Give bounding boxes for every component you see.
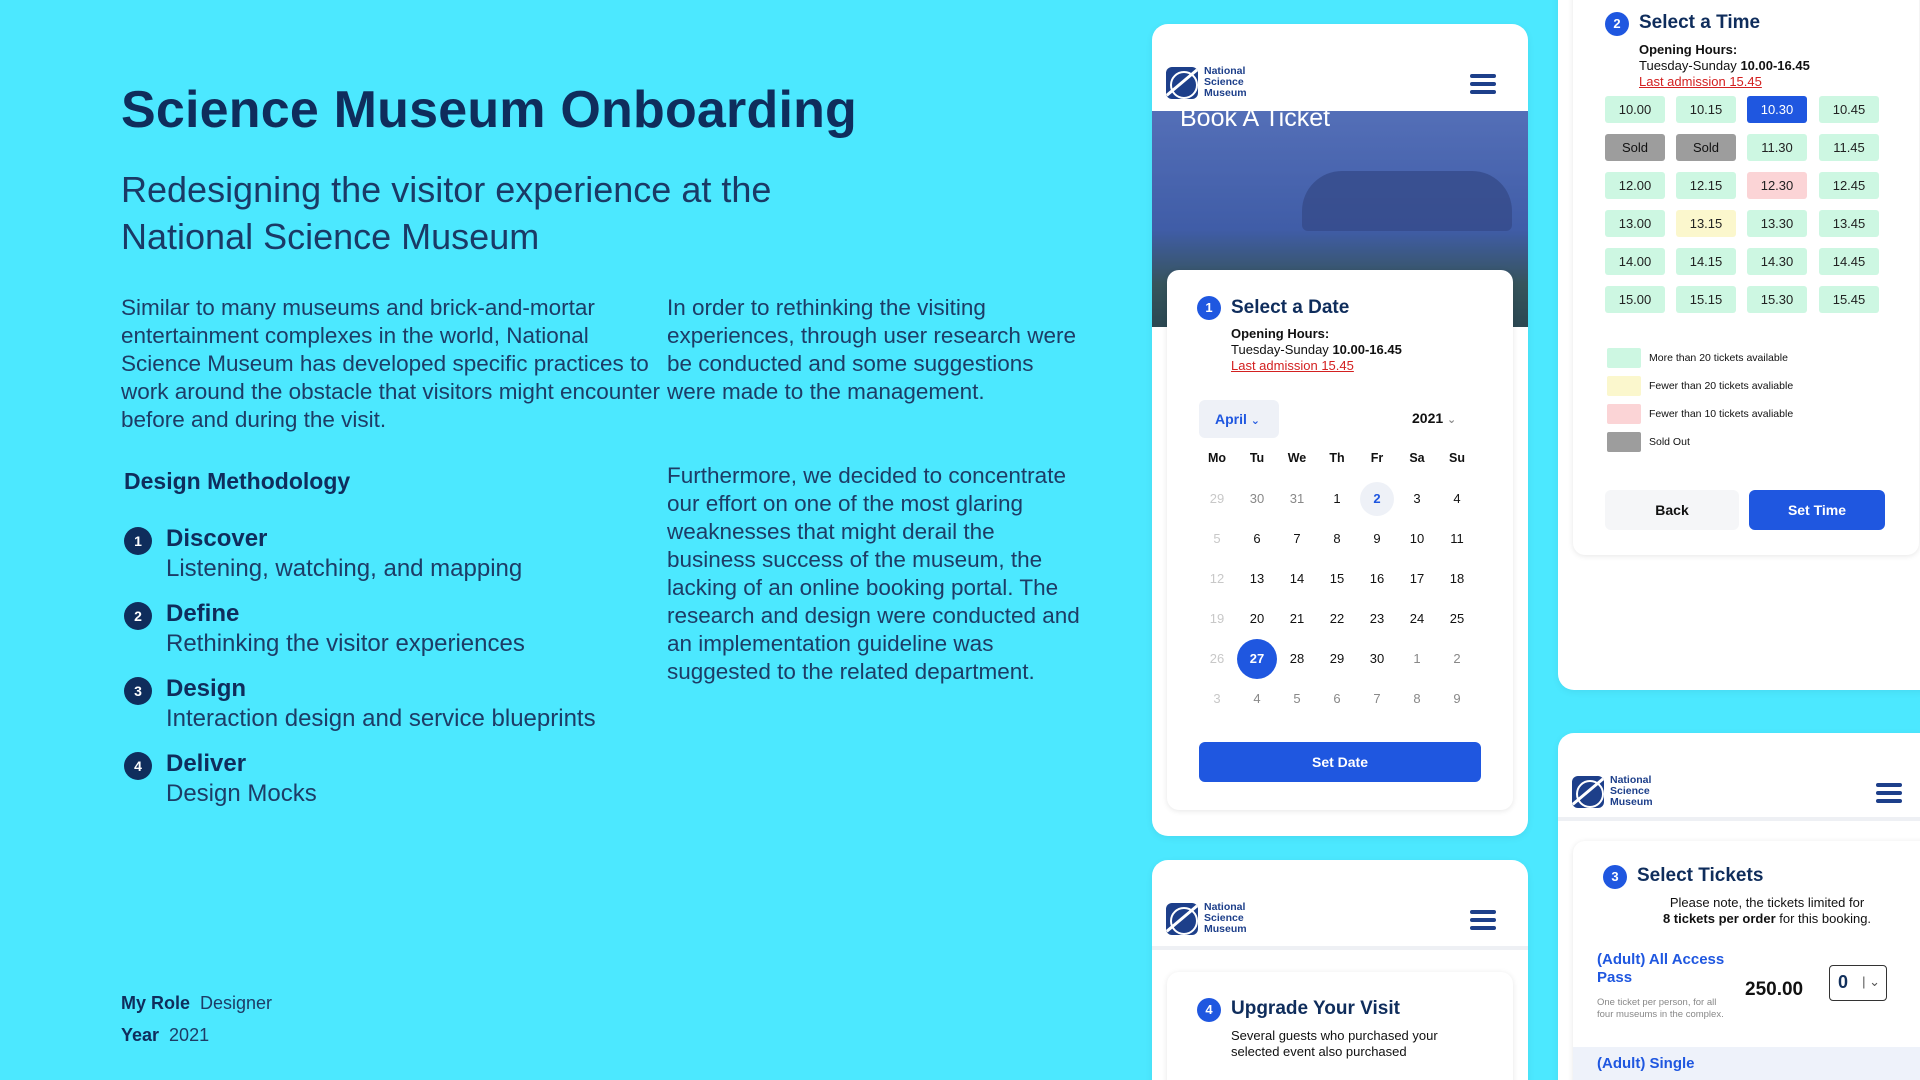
set-time-button[interactable]: Set Time [1749,490,1885,530]
calendar-day: 4 [1253,690,1261,706]
calendar-day[interactable]: 16 [1369,570,1385,586]
calendar-day[interactable]: 15 [1329,570,1345,586]
header-divider [1152,946,1528,950]
time-slot[interactable]: 14.00 [1605,248,1665,275]
time-selection-screen [1558,0,1920,690]
calendar-day[interactable]: 22 [1329,610,1345,626]
legend-swatch [1607,432,1641,452]
calendar-day[interactable]: 23 [1369,610,1385,626]
legend-item [1607,432,1690,452]
last-admission-link[interactable]: Last admission 15.45 [1639,74,1762,89]
legend-label: Fewer than 10 tickets avaliable [1649,408,1794,420]
time-slot[interactable]: 15.30 [1747,286,1807,313]
calendar-day: 6 [1333,690,1341,706]
page-title: Science Museum Onboarding [121,81,858,139]
select-time-panel [1573,0,1919,555]
step-number: 3 [124,677,152,705]
legend-label: Fewer than 20 tickets avaliable [1649,380,1794,392]
calendar-day[interactable]: 10 [1409,530,1425,546]
weekday-header: Mo Tu We Th Fr Sa Su [1207,451,1465,465]
museum-logo[interactable] [1166,66,1247,99]
calendar-day-selected[interactable]: 27 [1237,651,1277,666]
upgrade-screen [1152,860,1528,1080]
time-slot[interactable]: 13.15 [1676,210,1736,237]
upgrade-title: Upgrade Your Visit [1231,998,1400,1019]
time-slot[interactable]: 11.45 [1819,134,1879,161]
time-slot[interactable]: 12.15 [1676,172,1736,199]
time-slot[interactable]: 12.45 [1819,172,1879,199]
step-badge: 1 [1197,296,1221,320]
chevron-down-icon: ⌄ [1250,415,1260,427]
calendar-week [1197,558,1489,598]
back-button[interactable]: Back [1605,490,1739,530]
menu-icon[interactable] [1470,910,1496,930]
calendar-day: 1 [1413,650,1421,666]
calendar-day: 31 [1289,490,1305,506]
ticket-price: 250.00 [1745,979,1804,1000]
time-slot[interactable]: 10.15 [1676,96,1736,123]
museum-logo[interactable] [1572,775,1653,808]
time-slot[interactable]: 15.45 [1819,286,1879,313]
step-title: Design [166,675,247,702]
chevron-down-icon: ⌄ [1447,414,1457,426]
step-description: Rethinking the visitor experiences [166,630,525,657]
date-selection-screen [1152,24,1528,836]
calendar-day[interactable]: 9 [1373,530,1381,546]
ticket-name: (Adult) Single [1597,1055,1695,1072]
research-paragraph: In order to rethinking the visiting experiences, through user research were be conducted and some suggestions were made to the management. [667,295,1076,404]
calendar-day[interactable]: 7 [1293,530,1301,546]
calendar-day: 9 [1453,690,1461,706]
time-slot[interactable]: 14.15 [1676,248,1736,275]
time-slot[interactable]: 13.45 [1819,210,1879,237]
legend-swatch [1607,376,1641,396]
focus-paragraph: Furthermore, we decided to concentrate our effort on one of the most glaring weaknesses that might derail the business success of the museum, the lacking of an online booking portal. The research and design were conducted and an implementation guideline was suggested to the related department. [667,463,1080,684]
calendar-day[interactable]: 28 [1289,650,1305,666]
year-dropdown[interactable]: 2021 ⌄ [1412,410,1457,426]
select-date-title: Select a Date [1231,297,1350,318]
step-number: 1 [124,527,152,555]
role-line [121,993,272,1014]
year-value: 2021 [169,1025,210,1045]
time-slot[interactable]: 14.30 [1747,248,1807,275]
quantity-select[interactable]: 0 | ⌄ [1829,965,1887,1001]
calendar-day[interactable]: 30 [1369,650,1385,666]
last-admission-link[interactable]: Last admission 15.45 [1231,358,1354,373]
step-badge: 3 [1603,865,1627,889]
calendar-week [1197,638,1489,678]
opening-hours: Tuesday-Sunday 10.00-16.45 [1231,342,1402,357]
time-slot[interactable]: 15.00 [1605,286,1665,313]
methodology-title: Design Methodology [124,468,351,494]
chevron-down-icon: | ⌄ [1862,974,1880,989]
calendar-day[interactable]: 24 [1409,610,1425,626]
step-title: Define [166,600,240,627]
step-description: Design Mocks [166,780,317,807]
time-slot[interactable]: 10.00 [1605,96,1665,123]
calendar-day[interactable]: 21 [1289,610,1305,626]
calendar-week [1197,678,1489,718]
tickets-screen [1558,733,1920,1080]
time-slot[interactable]: 12.00 [1605,172,1665,199]
museum-logo-text: National Science Museum [1610,774,1653,808]
month-dropdown[interactable]: April ⌄ [1199,400,1279,438]
hero-title: Book A Ticket [1180,104,1331,132]
museum-logo-text: National Science Museum [1204,65,1247,99]
time-slot[interactable]: 15.15 [1676,286,1736,313]
role-label: My Role [121,993,191,1013]
year-line [121,1025,209,1046]
calendar-day: 26 [1209,650,1225,666]
legend-swatch [1607,404,1641,424]
step-badge: 2 [1605,12,1629,36]
museum-logo-icon [1166,67,1198,99]
menu-icon[interactable] [1876,783,1902,803]
step-number: 4 [124,752,152,780]
calendar-day[interactable]: 6 [1253,530,1261,546]
calendar-day[interactable]: 8 [1333,530,1341,546]
time-slot-sold: Sold [1605,134,1665,161]
calendar-day-today[interactable]: 2 [1357,491,1397,506]
calendar-day: 2 [1453,650,1461,666]
time-slot[interactable]: 10.45 [1819,96,1879,123]
ticket-limit-note: Please note, the tickets limited for 8 tickets per order for this booking. [1662,895,1872,926]
calendar-day[interactable]: 1 [1333,490,1341,506]
upgrade-panel [1167,972,1513,1080]
calendar-week [1197,518,1489,558]
set-date-button[interactable]: Set Date [1199,742,1481,782]
menu-icon[interactable] [1470,74,1496,94]
calendar-week [1197,478,1489,518]
select-date-panel [1167,270,1513,810]
legend-item [1607,348,1788,368]
page-subtitle: Redesigning the visitor experience at the National Science Museum [121,169,772,257]
calendar-day[interactable]: 29 [1329,650,1345,666]
opening-hours: Tuesday-Sunday 10.00-16.45 [1639,58,1810,73]
calendar-day: 19 [1209,610,1225,626]
time-slot[interactable]: 12.30 [1747,172,1807,199]
time-slot[interactable]: 13.30 [1747,210,1807,237]
step-title: Discover [166,525,268,552]
select-tickets-title: Select Tickets [1637,865,1764,886]
calendar-week [1197,598,1489,638]
museum-logo-text: National Science Museum [1204,901,1247,935]
calendar-day[interactable]: 14 [1289,570,1305,586]
calendar-day[interactable]: 25 [1449,610,1465,626]
select-tickets-panel [1573,841,1920,1080]
legend-label: Sold Out [1649,436,1690,448]
step-description: Interaction design and service blueprints [166,705,596,732]
legend-item [1607,376,1793,396]
opening-hours-label: Opening Hours: [1639,42,1738,57]
opening-hours-label: Opening Hours: [1231,326,1330,341]
calendar-day: 12 [1209,570,1225,586]
time-slot[interactable]: 11.30 [1747,134,1807,161]
upgrade-description: Several guests who purchased your selected event also purchased [1231,1028,1438,1059]
museum-logo-icon [1166,903,1198,935]
legend-label: More than 20 tickets available [1649,352,1788,364]
calendar-day: 5 [1293,690,1301,706]
calendar-day: 29 [1209,490,1225,506]
calendar-day[interactable]: 20 [1249,610,1265,626]
intro-paragraph: Similar to many museums and brick-and-mortar entertainment complexes in the world, National Science Museum has developed specific practices to work around the obstacle that visitors might encounter before and during the visit. [121,295,661,432]
time-slot[interactable]: 13.00 [1605,210,1665,237]
calendar-day: 3 [1213,690,1221,706]
calendar-day: 7 [1373,690,1381,706]
step-number: 2 [124,602,152,630]
calendar-day[interactable]: 4 [1453,490,1461,506]
calendar-day[interactable]: 11 [1450,530,1464,546]
time-slot-sold: Sold [1676,134,1736,161]
step-title: Deliver [166,750,247,777]
step-badge: 4 [1197,998,1221,1022]
calendar-day: 8 [1413,690,1421,706]
header-divider [1558,817,1920,821]
calendar-day[interactable]: 13 [1249,570,1265,586]
year-label: Year [121,1025,160,1045]
museum-logo-icon [1572,776,1604,808]
calendar-grid [1197,438,1489,718]
museum-logo[interactable] [1166,902,1247,935]
calendar-day[interactable]: 17 [1409,570,1425,586]
step-description: Listening, watching, and mapping [166,555,523,582]
calendar-day: 5 [1213,530,1221,546]
ticket-name: (Adult) All Access Pass [1597,951,1725,986]
calendar-day[interactable]: 18 [1449,570,1465,586]
legend-swatch [1607,348,1641,368]
role-value: Designer [200,993,273,1013]
ticket-description: One ticket per person, for all four museums in the complex. [1597,997,1724,1020]
calendar-day[interactable]: 3 [1413,490,1421,506]
time-slot[interactable]: 14.45 [1819,248,1879,275]
time-slot-selected[interactable]: 10.30 [1747,96,1807,123]
select-time-title: Select a Time [1639,12,1761,33]
legend-item [1607,404,1793,424]
calendar-day: 30 [1249,490,1265,506]
